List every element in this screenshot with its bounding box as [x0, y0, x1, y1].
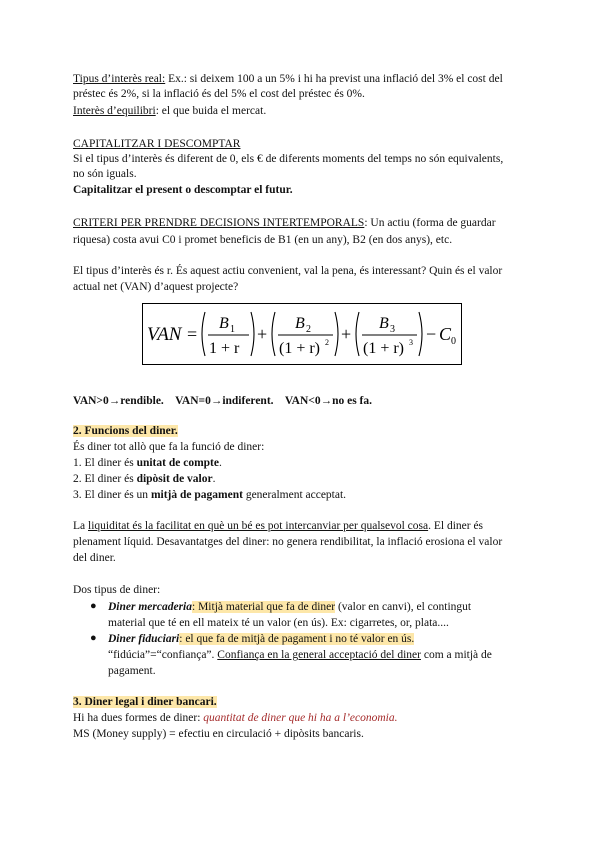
- formula-c0-sub: 0: [451, 336, 456, 347]
- formula-b2: B: [295, 315, 305, 332]
- diner-fiduciari-line-2: “fidúcia”=“confiança”. Confiança en la general acceptació del diner com a mitjà de: [108, 649, 492, 661]
- diner-mercaderia-term: Diner mercaderia: [108, 601, 193, 613]
- formula-b1: B: [219, 315, 229, 332]
- tipus-line-1: Tipus d’interès real: Ex.: si deixem 100 a un 5% i hi ha previst una inflació del 3% el cost del: [73, 73, 503, 85]
- tipus-line-2: préstec és 2%, si la inflació és del 5% el cost del préstec és 0%.: [73, 88, 365, 100]
- tipus-diner-intro: Dos tipus de diner:: [73, 584, 161, 596]
- diner-mercaderia-line-2: material que té en ell mateix té un valor (en ús). Ex: cigarretes, or, plata....: [108, 617, 449, 629]
- funcio-item-2: 2. El diner és dipòsit de valor.: [73, 473, 216, 485]
- funcio-item-3: 3. El diner és un mitjà de pagament generalment acceptat.: [73, 489, 347, 501]
- legal-heading-line: [73, 695, 533, 710]
- formula-c0: C: [439, 324, 452, 344]
- funcions-heading-line: [73, 424, 533, 439]
- formula-minus: −: [426, 324, 437, 344]
- formula-b2-sub: 2: [306, 324, 311, 335]
- equilibri-line: Interès d’equilibri: el que buida el mercat.: [73, 105, 267, 117]
- liquiditat-line-1: La liquiditat és la facilitat en què un bé es pot intercanviar per qualsevol cosa. El diner és: [73, 520, 484, 532]
- van-rule-line: VAN>0→rendible. VAN=0→indiferent. VAN<0→no es fa.: [73, 395, 372, 407]
- legal-line-1: Hi ha dues formes de diner: quantitat de diner que hi ha a l’economia.: [73, 712, 398, 724]
- question-line-2: actual net (VAN) d’aquest projecte?: [73, 281, 239, 293]
- equilibri-term: Interès d’equilibri: [73, 105, 156, 117]
- bullet-icon: ●: [90, 600, 97, 612]
- funcions-intro: És diner tot allò que fa la funció de diner:: [73, 441, 265, 453]
- diner-mercaderia-line-1: Diner mercaderia: Mitjà material que fa de diner (valor en canvi), el contingut: [108, 601, 472, 613]
- liquiditat-line-3: del diner.: [73, 552, 116, 564]
- liquiditat-line-2: plenament líquid. Desavantatges del diner: no genera rendibilitat, la inflació erosiona el valor: [73, 536, 503, 548]
- formula-plus-1: +: [257, 324, 268, 344]
- diner-fiduciari-line-1: Diner fiduciari: el que fa de mitjà de pagament i no té valor en ús.: [108, 633, 415, 645]
- legal-line-2: MS (Money supply) = efectiu en circulació + dipòsits bancaris.: [73, 728, 364, 740]
- criteri-heading: CRITERI PER PRENDRE DECISIONS INTERTEMPORALS: [73, 217, 365, 229]
- formula-den2: (1 + r): [279, 340, 321, 357]
- formula-den1: 1 + r: [209, 340, 240, 357]
- cap-line-1: Si el tipus d’interès és diferent de 0, els € de diferents moments del temps no són equivalents,: [73, 153, 504, 165]
- question-line-1: El tipus d’interès és r. És aquest actiu convenient, val la pena, és interessant? Quin és el valor: [73, 265, 503, 277]
- formula-den3-exp: 3: [409, 338, 413, 347]
- tipus-real-term: Tipus d’interès real:: [73, 73, 166, 85]
- formula-lhs: VAN: [147, 324, 182, 345]
- cap-bold-line: Capitalitzar el present o descomptar el futur.: [73, 184, 293, 196]
- funcions-heading: 2. Funcions del diner.: [73, 425, 178, 437]
- formula-equals: =: [187, 324, 198, 344]
- formula-den2-exp: 2: [325, 338, 329, 347]
- formula-b3: B: [379, 315, 389, 332]
- diner-fiduciari-line-3: pagament.: [108, 665, 156, 677]
- diner-fiduciari-term: Diner fiduciari: [108, 633, 180, 645]
- van-formula: [142, 303, 462, 365]
- cap-heading: CAPITALITZAR I DESCOMPTAR: [73, 138, 241, 150]
- formula-den3: (1 + r): [363, 340, 405, 357]
- funcio-item-1: 1. El diner és unitat de compte.: [73, 457, 222, 469]
- legal-heading: 3. Diner legal i diner bancari.: [73, 696, 217, 708]
- criteri-line-1: CRITERI PER PRENDRE DECISIONS INTERTEMPORALS: Un actiu (forma de guardar: [73, 217, 496, 229]
- liquiditat-definition: liquiditat és la facilitat en què un bé es pot intercanviar per qualsevol cosa: [88, 520, 429, 532]
- cap-line-2: no són iguals.: [73, 168, 137, 180]
- bullet-icon: ●: [90, 632, 97, 644]
- formula-b3-sub: 3: [390, 324, 395, 335]
- criteri-line-2: riquesa) costa avui C0 i promet beneficis de B1 (en un any), B2 (en dos anys), etc.: [73, 234, 453, 246]
- formula-b1-sub: 1: [230, 324, 235, 335]
- formula-plus-2: +: [341, 324, 352, 344]
